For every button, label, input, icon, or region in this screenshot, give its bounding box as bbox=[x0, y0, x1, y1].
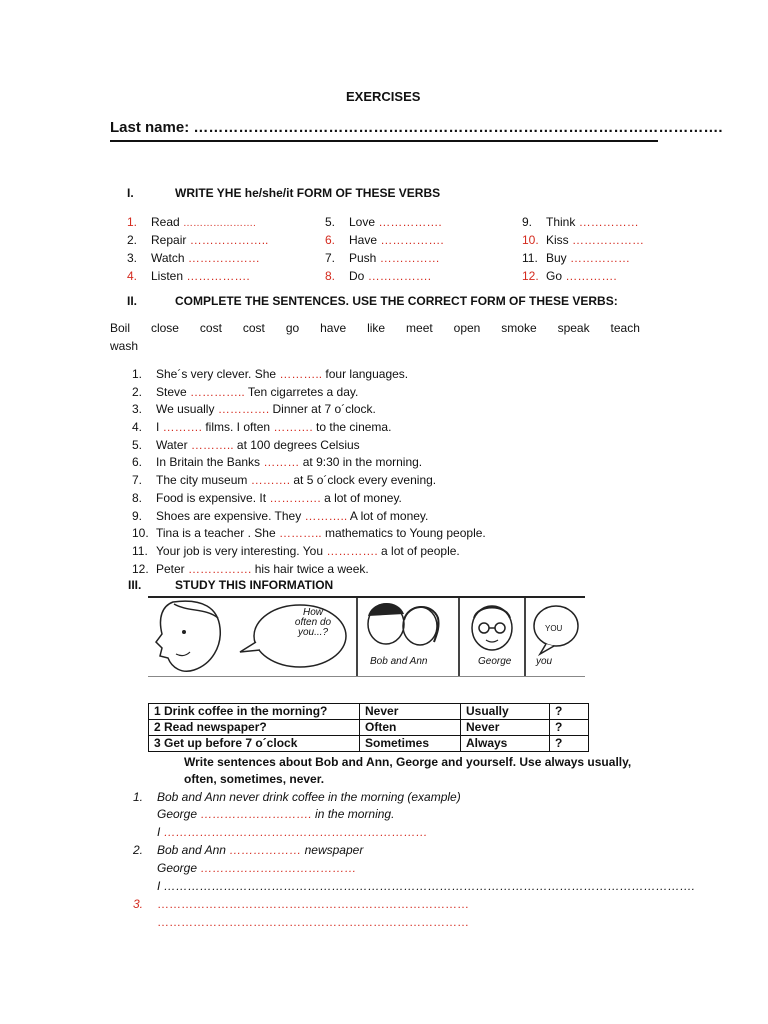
verb-word: Repair bbox=[151, 233, 187, 247]
verb-number: 7. bbox=[325, 251, 336, 265]
instruction-line-2: often, sometimes, never. bbox=[184, 772, 325, 786]
sentence-number: 3. bbox=[132, 402, 143, 417]
sentence-blank[interactable]: ……… bbox=[263, 455, 300, 470]
panel-divider bbox=[524, 598, 526, 676]
section-1-number: I. bbox=[127, 186, 134, 200]
verb-option: smoke bbox=[501, 321, 537, 335]
verb-word: Have bbox=[349, 233, 378, 247]
sentence-item bbox=[132, 472, 486, 490]
sentence-text: four languages. bbox=[322, 367, 409, 381]
verb-item bbox=[522, 213, 644, 231]
divider bbox=[110, 140, 658, 142]
blank[interactable]: ………………………. bbox=[200, 807, 312, 821]
verb-number: 3. bbox=[127, 251, 138, 265]
table-cell: 1 Drink coffee in the morning? bbox=[149, 704, 360, 720]
table-cell: 3 Get up before 7 o´clock bbox=[149, 736, 360, 752]
table-cell: Often bbox=[360, 720, 461, 736]
sentence-text: a lot of money. bbox=[320, 490, 402, 505]
verb-option: go bbox=[285, 321, 300, 335]
sentence-blank[interactable]: …………. bbox=[269, 490, 321, 505]
sentence-text: at 9:30 in the morning. bbox=[299, 455, 423, 470]
sentence-text: Steve bbox=[156, 384, 191, 399]
sentence-text: mathematics to Young people. bbox=[321, 526, 486, 541]
sentence-number: 1. bbox=[132, 367, 143, 381]
bubble-line-2: often do bbox=[294, 617, 332, 628]
table-cell: ? bbox=[550, 704, 589, 720]
exercise-2-bob-ann: Bob and Ann ……………… newspaper bbox=[157, 843, 364, 857]
exercise-3-number: 3. bbox=[133, 897, 144, 911]
table-cell: Never bbox=[360, 704, 461, 720]
table-row bbox=[149, 720, 589, 736]
sentence-list bbox=[132, 366, 486, 578]
sentence-item bbox=[132, 490, 486, 508]
verb-answer-blank[interactable]: …………… bbox=[379, 251, 440, 265]
verb-word: Love bbox=[349, 215, 376, 229]
verb-number: 12. bbox=[522, 269, 539, 283]
verb-answer-blank[interactable]: ……………. bbox=[367, 269, 432, 283]
sentence-blank[interactable]: ………. bbox=[162, 420, 203, 435]
sentence-blank[interactable]: ……………. bbox=[188, 561, 252, 576]
sentence-item bbox=[132, 437, 486, 455]
verb-column-3 bbox=[522, 213, 644, 285]
verb-number: 9. bbox=[522, 215, 533, 229]
table-cell: Always bbox=[461, 736, 550, 752]
sentence-text: She´s very clever. She bbox=[156, 367, 280, 381]
verb-option: open bbox=[453, 321, 481, 335]
sentence-item bbox=[132, 561, 486, 579]
bubble-line-3: you...? bbox=[297, 627, 329, 638]
section-2-number: II. bbox=[127, 294, 138, 308]
sentence-text: Tina is a teacher . She bbox=[156, 526, 279, 541]
sentence-text: Ten cigarretes a day. bbox=[244, 384, 359, 399]
exercise-1-you: I ………………………………………………………… bbox=[157, 825, 428, 839]
verb-item bbox=[522, 249, 644, 267]
sentence-text: In Britain the Banks bbox=[156, 455, 264, 470]
sentence-text: a lot of people. bbox=[377, 543, 460, 558]
section-2-heading: COMPLETE THE SENTENCES. USE THE CORRECT FORM OF THESE VERBS: bbox=[175, 294, 618, 308]
table-cell: ? bbox=[550, 736, 589, 752]
verb-column-2 bbox=[325, 213, 444, 285]
last-name-line bbox=[110, 119, 723, 136]
sentence-number: 10. bbox=[132, 526, 149, 541]
sentence-text: Peter bbox=[156, 561, 189, 576]
verb-word: Listen bbox=[151, 269, 184, 283]
sentence-item bbox=[132, 401, 486, 419]
verb-word: Think bbox=[546, 215, 576, 229]
verb-option: meet bbox=[406, 321, 433, 335]
panel-divider bbox=[356, 598, 358, 676]
exercise-3-blank-1[interactable]: …………………………………………………………………… bbox=[157, 897, 469, 911]
verb-answer-blank[interactable]: ……………. bbox=[380, 233, 444, 247]
verb-option: have bbox=[320, 321, 347, 335]
sentence-blank[interactable]: ……….. bbox=[190, 437, 234, 452]
section-3-number: III. bbox=[128, 578, 142, 592]
table-cell: Sometimes bbox=[360, 736, 461, 752]
verb-list-wrap: wash bbox=[110, 339, 139, 353]
sentence-text: I bbox=[156, 420, 163, 435]
sentence-number: 11. bbox=[132, 543, 148, 558]
section-3-heading: STUDY THIS INFORMATION bbox=[175, 578, 334, 592]
sentence-item bbox=[132, 454, 486, 472]
sentence-blank[interactable]: ……….. bbox=[278, 526, 322, 541]
verb-number: 1. bbox=[127, 215, 138, 229]
verb-item bbox=[325, 231, 444, 249]
verb-answer-blank[interactable]: …………… bbox=[570, 251, 631, 265]
sentence-blank[interactable]: ………….. bbox=[190, 384, 245, 399]
last-name-field[interactable]: ……………………………………………………………………………………………. bbox=[193, 119, 723, 136]
sentence-item bbox=[132, 366, 486, 384]
panel-divider bbox=[458, 598, 460, 676]
verb-word: Kiss bbox=[546, 233, 569, 247]
caption-you: you bbox=[536, 656, 553, 667]
verb-option: like bbox=[367, 321, 386, 335]
table-cell: 2 Read newspaper? bbox=[149, 720, 360, 736]
sentence-item bbox=[132, 384, 486, 402]
sentence-number: 4. bbox=[132, 420, 143, 435]
sentence-text: at 100 degrees Celsius bbox=[233, 437, 360, 452]
sentence-text: Water bbox=[156, 437, 191, 452]
table-cell: Never bbox=[461, 720, 550, 736]
exercise-1-number: 1. bbox=[133, 790, 144, 804]
blank[interactable]: ……………… bbox=[229, 843, 302, 857]
bubble-line-1: How bbox=[302, 607, 323, 618]
caption-george: George bbox=[478, 656, 512, 667]
verb-item bbox=[325, 249, 444, 267]
george-image bbox=[462, 598, 522, 658]
table-cell: ? bbox=[550, 720, 589, 736]
sentence-number: 6. bbox=[132, 455, 143, 470]
verb-answer-blank[interactable]: ……………… bbox=[572, 233, 645, 247]
instruction-line-1: Write sentences about Bob and Ann, George and yourself. Use always usually, bbox=[184, 755, 632, 769]
verb-number: 11. bbox=[522, 251, 538, 265]
verb-answer-blank[interactable]: ……………… bbox=[187, 251, 260, 265]
sentence-item bbox=[132, 508, 486, 526]
verb-item bbox=[522, 267, 644, 285]
sentence-item bbox=[132, 419, 486, 437]
sentence-blank[interactable]: ……….. bbox=[279, 367, 323, 381]
caption-bob-and-ann: Bob and Ann bbox=[370, 656, 428, 667]
verb-word: Watch bbox=[151, 251, 185, 265]
verb-answer-blank[interactable]: ……………….. bbox=[189, 233, 269, 247]
table-row bbox=[149, 736, 589, 752]
last-name-label: Last name: bbox=[110, 119, 194, 136]
table-cell: Usually bbox=[461, 704, 550, 720]
sentence-text: Food is expensive. It bbox=[156, 490, 270, 505]
frequency-table bbox=[148, 703, 589, 752]
sentence-blank[interactable]: …………. bbox=[326, 543, 378, 558]
verb-number: 10. bbox=[522, 233, 539, 247]
sentence-number: 7. bbox=[132, 473, 143, 488]
verb-answer-blank[interactable]: ……………. bbox=[378, 215, 442, 229]
exercise-2-george: George ………………………………… bbox=[157, 861, 357, 875]
verb-column-1 bbox=[127, 213, 268, 285]
verb-option: cost bbox=[199, 321, 222, 335]
exercise-2-number: 2. bbox=[133, 843, 144, 857]
verb-option: Boil bbox=[110, 321, 131, 335]
sentence-text: his hair twice a week. bbox=[251, 561, 369, 576]
exercise-1-example: Bob and Ann never drink coffee in the morning (example) bbox=[157, 790, 461, 804]
verb-answer-blank[interactable]: ……………. bbox=[186, 269, 250, 283]
sentence-number: 5. bbox=[132, 437, 143, 452]
verb-item bbox=[127, 231, 268, 249]
sentence-text: A lot of money. bbox=[347, 508, 429, 523]
sentence-text: at 5 o´clock every evening. bbox=[290, 473, 437, 488]
verb-number: 5. bbox=[325, 215, 336, 229]
verb-word: Buy bbox=[546, 251, 567, 265]
sentence-item bbox=[132, 525, 486, 543]
verb-list bbox=[110, 321, 640, 335]
sentence-number: 9. bbox=[132, 508, 143, 523]
exercise-1-george: George ………………………. in the morning. bbox=[157, 807, 395, 821]
sentence-text: to the cinema. bbox=[312, 420, 392, 435]
sentence-item bbox=[132, 543, 486, 561]
verb-option: teach bbox=[610, 321, 640, 335]
sentence-text: films. I often bbox=[202, 420, 274, 435]
sentence-blank[interactable]: ………. bbox=[273, 420, 313, 435]
exercise-2-you: I ……………………………………………………………………………………………………………………. bbox=[157, 879, 696, 893]
verb-item bbox=[325, 213, 444, 231]
you-bubble-label: YOU bbox=[545, 624, 563, 633]
verb-word: Push bbox=[349, 251, 377, 265]
sentence-number: 2. bbox=[132, 384, 143, 399]
verb-item bbox=[127, 267, 268, 285]
blank[interactable]: ………………………………… bbox=[200, 861, 357, 875]
sentence-text: Shoes are expensive. They bbox=[156, 508, 305, 523]
verb-item bbox=[325, 267, 444, 285]
bob-and-ann-image bbox=[360, 598, 456, 658]
sentence-blank[interactable]: …………. bbox=[217, 402, 270, 417]
verb-item bbox=[127, 213, 268, 231]
verb-option: cost bbox=[242, 321, 265, 335]
verb-number: 4. bbox=[127, 269, 138, 283]
verb-word: Read bbox=[151, 215, 180, 229]
sentence-number: 12. bbox=[132, 561, 149, 576]
verb-item bbox=[127, 249, 268, 267]
verb-option: close bbox=[150, 321, 179, 335]
verb-word: Go bbox=[546, 269, 563, 283]
sentence-text: Dinner at 7 o´clock. bbox=[269, 402, 376, 417]
sentence-number: 8. bbox=[132, 490, 143, 505]
verb-word: Do bbox=[349, 269, 365, 283]
verb-number: 8. bbox=[325, 269, 336, 283]
verb-number: 6. bbox=[325, 233, 336, 247]
page-title: EXERCISES bbox=[346, 89, 421, 104]
sentence-blank[interactable]: ……….. bbox=[304, 508, 348, 523]
section-1-heading: WRITE YHE he/she/it FORM OF THESE VERBS bbox=[175, 186, 441, 200]
exercise-3-blank-2[interactable]: …………………………………………………………………… bbox=[157, 915, 469, 929]
illustration-strip bbox=[148, 596, 585, 677]
speech-bubble bbox=[283, 608, 343, 638]
verb-answer-blank[interactable]: …………. bbox=[565, 269, 617, 283]
blank[interactable]: ……………………………………………………………………………………………………………………. bbox=[163, 879, 696, 893]
verb-option: speak bbox=[557, 321, 590, 335]
table-row bbox=[149, 704, 589, 720]
sentence-blank[interactable]: ………. bbox=[250, 473, 291, 488]
blank[interactable]: ………………………………………………………… bbox=[163, 825, 428, 839]
verb-item bbox=[522, 231, 644, 249]
sentence-text: We usually bbox=[156, 402, 218, 417]
sentence-text: The city museum bbox=[156, 473, 251, 488]
verb-answer-blank[interactable]: …………………. bbox=[183, 218, 256, 229]
sentence-text: Your job is very interesting. You bbox=[156, 543, 327, 558]
verb-answer-blank[interactable]: …………… bbox=[578, 215, 639, 229]
verb-number: 2. bbox=[127, 233, 138, 247]
